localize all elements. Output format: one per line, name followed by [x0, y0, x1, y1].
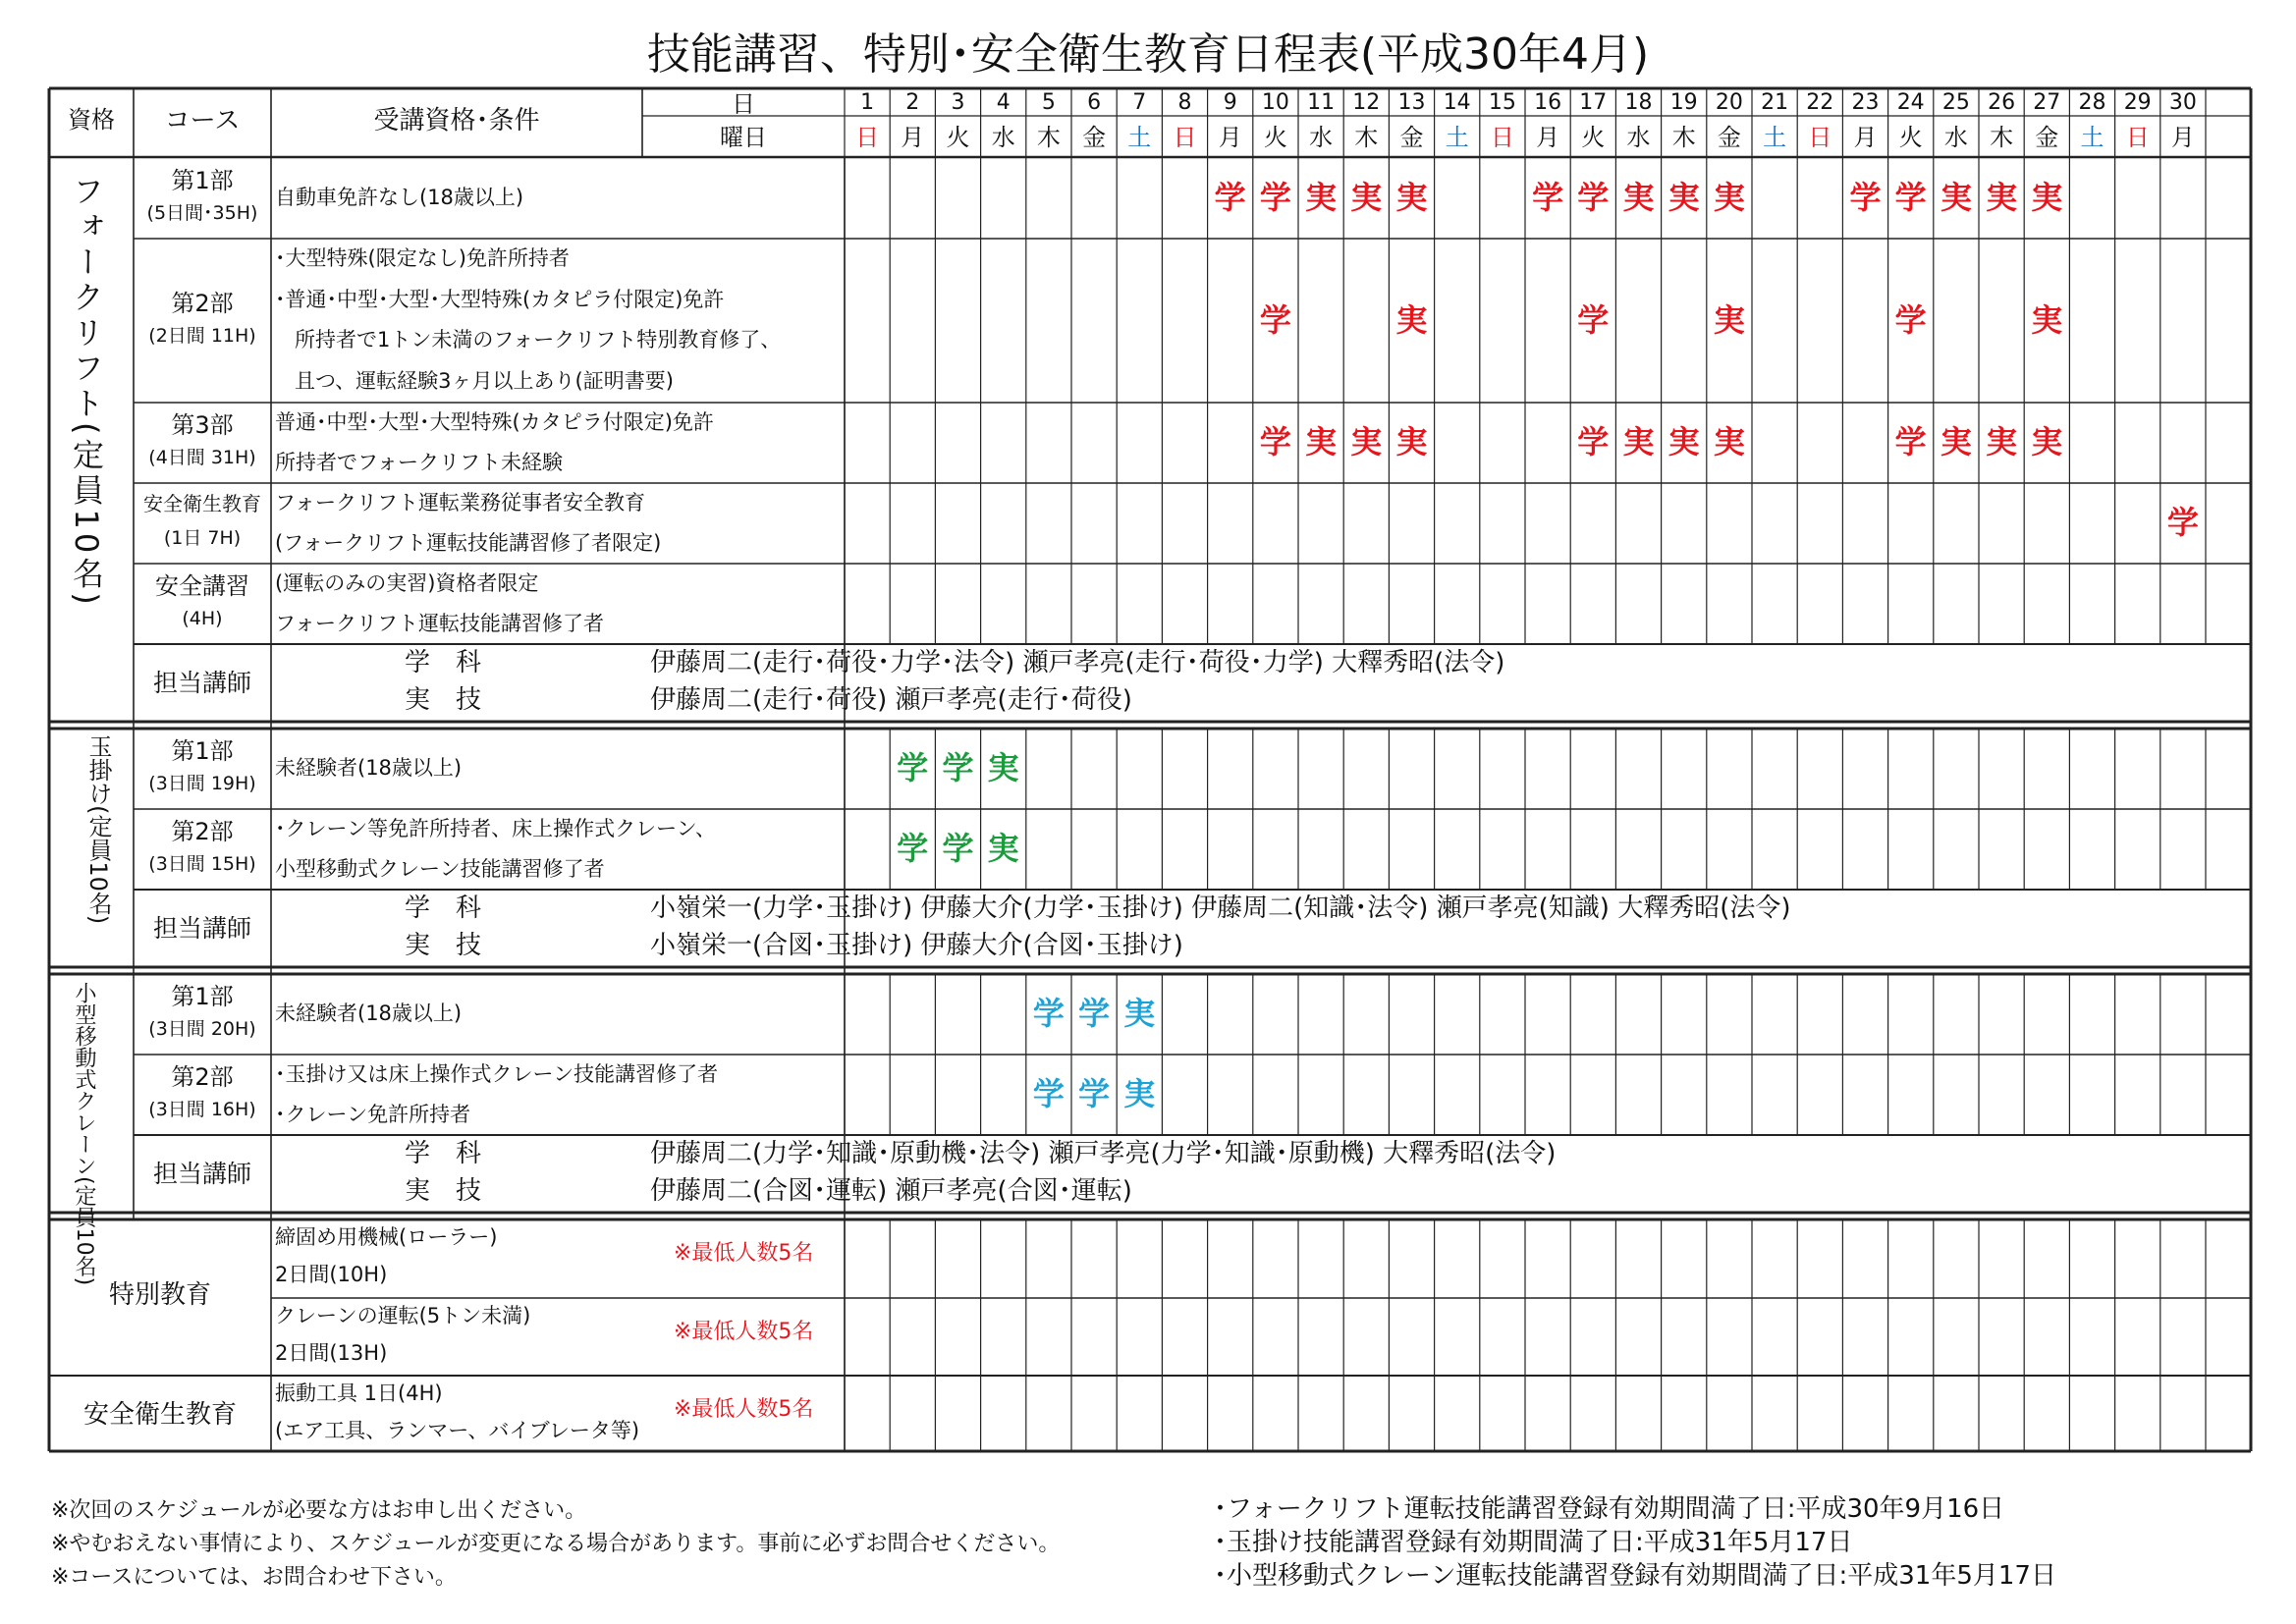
schedule-mark: 実 — [1395, 300, 1428, 339]
instructor-subject-label: 学 科 — [405, 893, 482, 923]
course-name: 安全講習 — [155, 572, 249, 600]
weekday-label: 火 — [1581, 124, 1606, 151]
condition-text: 所持者でフォークリフト未経験 — [275, 450, 563, 474]
condition-text: フォークリフト運転業務従事者安全教育 — [275, 490, 645, 514]
schedule-mark: 学 — [1259, 300, 1291, 339]
weekday-label: 金 — [2035, 124, 2059, 151]
note-line: ※コースについては、お問合わせ下さい。 — [51, 1565, 457, 1590]
instructor-label: 担当講師 — [152, 668, 251, 697]
weekday-label: 月 — [2170, 124, 2195, 151]
condition-text: ･クレーン免許所持者 — [275, 1102, 471, 1126]
schedule-mark: 実 — [1940, 423, 1972, 460]
note-line: ※次回のスケジュールが必要な方はお申し出ください。 — [51, 1498, 587, 1523]
weekday-label: 木 — [1990, 124, 2014, 151]
schedule-mark: 実 — [1622, 178, 1655, 216]
weekday-label: 水 — [1943, 124, 1968, 151]
condition-text: 自動車免許なし(18歳以上) — [275, 185, 524, 209]
schedule-mark: 実 — [1940, 178, 1972, 216]
minimum-attendees-note: ※最低人数5名 — [674, 1241, 814, 1266]
day-number: 18 — [1624, 90, 1653, 115]
schedule-mark: 実 — [1667, 178, 1700, 216]
day-number: 1 — [860, 90, 875, 115]
schedule-mark: 学 — [1849, 178, 1882, 216]
schedule-mark: 学 — [2166, 504, 2199, 541]
education-detail: 2日間(10H) — [275, 1263, 388, 1286]
day-number: 24 — [1896, 90, 1925, 115]
instructor-practice-names: 伊藤周二(走行･荷役) 瀬戸孝亮(走行･荷役) — [650, 685, 1132, 715]
schedule-mark: 実 — [987, 830, 1019, 867]
schedule-mark: 学 — [1032, 1075, 1065, 1112]
instructor-subject-label: 学 科 — [405, 648, 482, 677]
weekday-label: 月 — [901, 124, 925, 151]
weekday-label: 日 — [1490, 124, 1514, 151]
day-number: 23 — [1851, 90, 1880, 115]
day-number: 17 — [1579, 90, 1608, 115]
expiry-line: ･小型移動式クレーン運転技能講習登録有効期間満了日:平成31年5月17日 — [1214, 1561, 2056, 1591]
condition-text: (運転のみの実習)資格者限定 — [275, 570, 539, 595]
day-number: 16 — [1534, 90, 1562, 115]
day-number: 12 — [1352, 90, 1381, 115]
weekday-label: 月 — [1536, 124, 1560, 151]
schedule-mark: 学 — [1259, 178, 1291, 216]
schedule-mark: 学 — [1032, 995, 1065, 1032]
day-number: 4 — [996, 90, 1011, 115]
course-name: 第2部 — [171, 1063, 234, 1091]
qualification-crane: 小型移動式クレーン(定員10名) — [72, 982, 96, 1286]
day-number: 15 — [1488, 90, 1516, 115]
qualification-tamagake: 玉掛け(定員10名) — [84, 734, 112, 925]
schedule-mark: 学 — [1577, 178, 1610, 216]
day-number: 25 — [1941, 90, 1970, 115]
special-education-label: 特別教育 — [108, 1280, 211, 1310]
instructor-subject-names: 伊藤周二(力学･知識･原動機･法令) 瀬戸孝亮(力学･知識･原動機) 大釋秀昭(法令) — [650, 1139, 1557, 1168]
schedule-mark: 実 — [1667, 423, 1700, 460]
day-number: 2 — [905, 90, 920, 115]
weekday-label: 日 — [1808, 124, 1832, 151]
schedule-mark: 学 — [1078, 1075, 1111, 1112]
weekday-label: 水 — [1626, 124, 1651, 151]
schedule-mark: 実 — [1713, 423, 1745, 460]
weekday-label: 金 — [1082, 124, 1107, 151]
weekday-label: 土 — [1763, 124, 1787, 151]
schedule-mark: 実 — [1395, 178, 1428, 216]
schedule-mark: 学 — [1532, 178, 1564, 216]
day-number: 13 — [1397, 90, 1426, 115]
schedule-mark: 実 — [1986, 178, 2018, 216]
day-number: 29 — [2123, 90, 2152, 115]
schedule-mark: 学 — [1894, 300, 1927, 339]
condition-text: ･大型特殊(限定なし)免許所持者 — [275, 245, 570, 270]
schedule-mark: 実 — [1713, 300, 1745, 339]
header-weekday: 曜日 — [720, 124, 767, 151]
schedule-mark: 学 — [1078, 995, 1111, 1032]
weekday-label: 金 — [1717, 124, 1741, 151]
condition-text: 未経験者(18歳以上) — [275, 756, 463, 780]
instructor-practice-label: 実 技 — [405, 931, 482, 960]
day-number: 21 — [1761, 90, 1789, 115]
course-name: 第2部 — [171, 818, 234, 845]
note-line: ※やむおえない事情により、スケジュールが変更になる場合があります。事前に必ずお問合せください。 — [51, 1532, 1061, 1556]
weekday-label: 土 — [1127, 124, 1152, 151]
schedule-mark: 実 — [987, 749, 1019, 786]
day-number: 20 — [1715, 90, 1743, 115]
schedule-mark: 実 — [1395, 423, 1428, 460]
schedule-mark: 実 — [2031, 178, 2063, 216]
schedule-mark: 実 — [1350, 423, 1383, 460]
day-number: 30 — [2168, 90, 2197, 115]
condition-text: ･クレーン等免許所持者、床上操作式クレーン、 — [275, 816, 716, 840]
weekday-label: 日 — [1173, 124, 1197, 151]
schedule-mark: 実 — [1986, 423, 2018, 460]
schedule-mark: 実 — [2031, 300, 2063, 339]
day-number: 7 — [1132, 90, 1147, 115]
education-detail: (エア工具、ランマー、バイブレータ等) — [275, 1419, 640, 1442]
condition-text: 普通･中型･大型･大型特殊(カタピラ付限定)免許 — [275, 409, 714, 434]
header-day: 日 — [732, 90, 755, 118]
day-number: 28 — [2078, 90, 2106, 115]
instructor-practice-names: 小嶺栄一(合図･玉掛け) 伊藤大介(合図･玉掛け) — [650, 931, 1183, 960]
course-name: 第3部 — [171, 411, 234, 439]
instructor-practice-names: 伊藤周二(合図･運転) 瀬戸孝亮(合図･運転) — [650, 1176, 1132, 1206]
instructor-practice-label: 実 技 — [405, 1176, 482, 1206]
schedule-mark: 学 — [942, 749, 974, 786]
schedule-mark: 学 — [1259, 423, 1291, 460]
instructor-label: 担当講師 — [152, 1159, 251, 1188]
day-number: 5 — [1041, 90, 1056, 115]
course-duration: (3日間 16H) — [148, 1099, 256, 1120]
education-course: 振動工具 1日(4H) — [275, 1381, 443, 1405]
condition-text: (フォークリフト運転技能講習修了者限定) — [275, 530, 662, 555]
weekday-label: 火 — [946, 124, 970, 151]
course-duration: (1日 7H) — [163, 527, 242, 549]
day-number: 22 — [1806, 90, 1834, 115]
schedule-mark: 実 — [1305, 178, 1338, 216]
day-number: 10 — [1261, 90, 1289, 115]
weekday-label: 日 — [2125, 124, 2150, 151]
instructor-label: 担当講師 — [152, 913, 251, 943]
course-duration: (5日間･35H) — [146, 201, 258, 224]
day-number: 6 — [1087, 90, 1102, 115]
weekday-label: 木 — [1036, 124, 1061, 151]
day-number: 8 — [1177, 90, 1192, 115]
qualification-forklift: フォークリフト(定員10名) — [68, 175, 105, 609]
header-conditions: 受講資格･条件 — [373, 106, 540, 135]
safety-education-label: 安全衛生教育 — [82, 1400, 237, 1430]
course-name: 第2部 — [171, 289, 234, 317]
course-name: 第1部 — [171, 737, 234, 765]
schedule-mark: 実 — [1713, 178, 1745, 216]
weekday-label: 火 — [1263, 124, 1287, 151]
schedule-mark: 学 — [1214, 178, 1246, 216]
condition-text: ･普通･中型･大型･大型特殊(カタピラ付限定)免許 — [275, 287, 725, 311]
schedule-mark: 実 — [2031, 423, 2063, 460]
day-number: 27 — [2033, 90, 2061, 115]
schedule-mark: 実 — [1305, 423, 1338, 460]
weekday-label: 水 — [1309, 124, 1334, 151]
day-number: 11 — [1307, 90, 1336, 115]
course-duration: (3日間 20H) — [148, 1018, 256, 1040]
weekday-label: 日 — [855, 124, 880, 151]
education-detail: 2日間(13H) — [275, 1341, 388, 1365]
education-course: 締固め用機械(ローラー) — [275, 1225, 498, 1249]
course-name: 第1部 — [171, 983, 234, 1010]
course-duration: (3日間 15H) — [148, 853, 256, 875]
minimum-attendees-note: ※最低人数5名 — [674, 1397, 814, 1422]
instructor-subject-label: 学 科 — [405, 1139, 482, 1168]
schedule-mark: 学 — [897, 749, 929, 786]
weekday-label: 土 — [2080, 124, 2105, 151]
course-name: 第1部 — [171, 166, 234, 194]
schedule-mark: 実 — [1622, 423, 1655, 460]
schedule-mark: 学 — [1577, 300, 1610, 339]
header-qualification: 資格 — [68, 106, 115, 134]
day-number: 19 — [1669, 90, 1698, 115]
weekday-label: 土 — [1445, 124, 1469, 151]
schedule-mark: 学 — [897, 830, 929, 867]
condition-text: フォークリフト運転技能講習修了者 — [275, 611, 604, 635]
course-duration: (2日間 11H) — [148, 324, 256, 347]
schedule-mark: 学 — [1577, 423, 1610, 460]
schedule-mark: 学 — [1894, 178, 1927, 216]
header-course: コース — [164, 106, 241, 135]
weekday-label: 金 — [1399, 124, 1424, 151]
condition-text: 所持者で1トン未満のフォークリフト特別教育修了、 — [295, 328, 782, 352]
condition-text: 小型移動式クレーン技能講習修了者 — [275, 856, 605, 881]
condition-text: 未経験者(18歳以上) — [275, 1001, 463, 1025]
page-title: 技能講習、特別･安全衛生教育日程表(平成30年4月) — [646, 29, 1650, 80]
weekday-label: 木 — [1671, 124, 1696, 151]
minimum-attendees-note: ※最低人数5名 — [674, 1320, 814, 1344]
weekday-label: 月 — [1853, 124, 1878, 151]
condition-text: 且つ、運転経験3ヶ月以上あり(証明書要) — [295, 369, 674, 394]
day-number: 3 — [951, 90, 965, 115]
instructor-subject-names: 伊藤周二(走行･荷役･力学･法令) 瀬戸孝亮(走行･荷役･力学) 大釋秀昭(法令) — [650, 648, 1505, 677]
course-duration: (4日間 31H) — [148, 447, 256, 468]
day-number: 9 — [1223, 90, 1237, 115]
schedule-mark: 実 — [1123, 1075, 1156, 1112]
day-number: 26 — [1988, 90, 2016, 115]
expiry-line: ･玉掛け技能講習登録有効期間満了日:平成31年5月17日 — [1214, 1528, 1853, 1557]
notes-right — [1214, 1492, 2056, 1593]
schedule-mark: 実 — [1350, 178, 1383, 216]
education-course: クレーンの運転(5トン未満) — [275, 1304, 531, 1327]
schedule-mark: 学 — [942, 830, 974, 867]
instructor-practice-label: 実 技 — [405, 685, 482, 715]
course-name: 安全衛生教育 — [143, 492, 261, 515]
weekday-label: 火 — [1898, 124, 1923, 151]
weekday-label: 月 — [1218, 124, 1242, 151]
expiry-line: ･フォークリフト運転技能講習登録有効期間満了日:平成30年9月16日 — [1214, 1494, 2005, 1524]
day-number: 14 — [1443, 90, 1471, 115]
condition-text: ･玉掛け又は床上操作式クレーン技能講習修了者 — [275, 1061, 719, 1086]
course-duration: (3日間 19H) — [148, 773, 256, 794]
weekday-label: 木 — [1354, 124, 1379, 151]
schedule-mark: 実 — [1123, 995, 1156, 1032]
weekday-label: 水 — [991, 124, 1015, 151]
course-duration: (4H) — [182, 608, 223, 629]
notes-left — [51, 1494, 1060, 1595]
schedule-mark: 学 — [1894, 423, 1927, 460]
instructor-subject-names: 小嶺栄一(力学･玉掛け) 伊藤大介(力学･玉掛け) 伊藤周二(知識･法令) 瀬戸孝亮(知識) 大釋秀昭(法令) — [650, 893, 1791, 923]
